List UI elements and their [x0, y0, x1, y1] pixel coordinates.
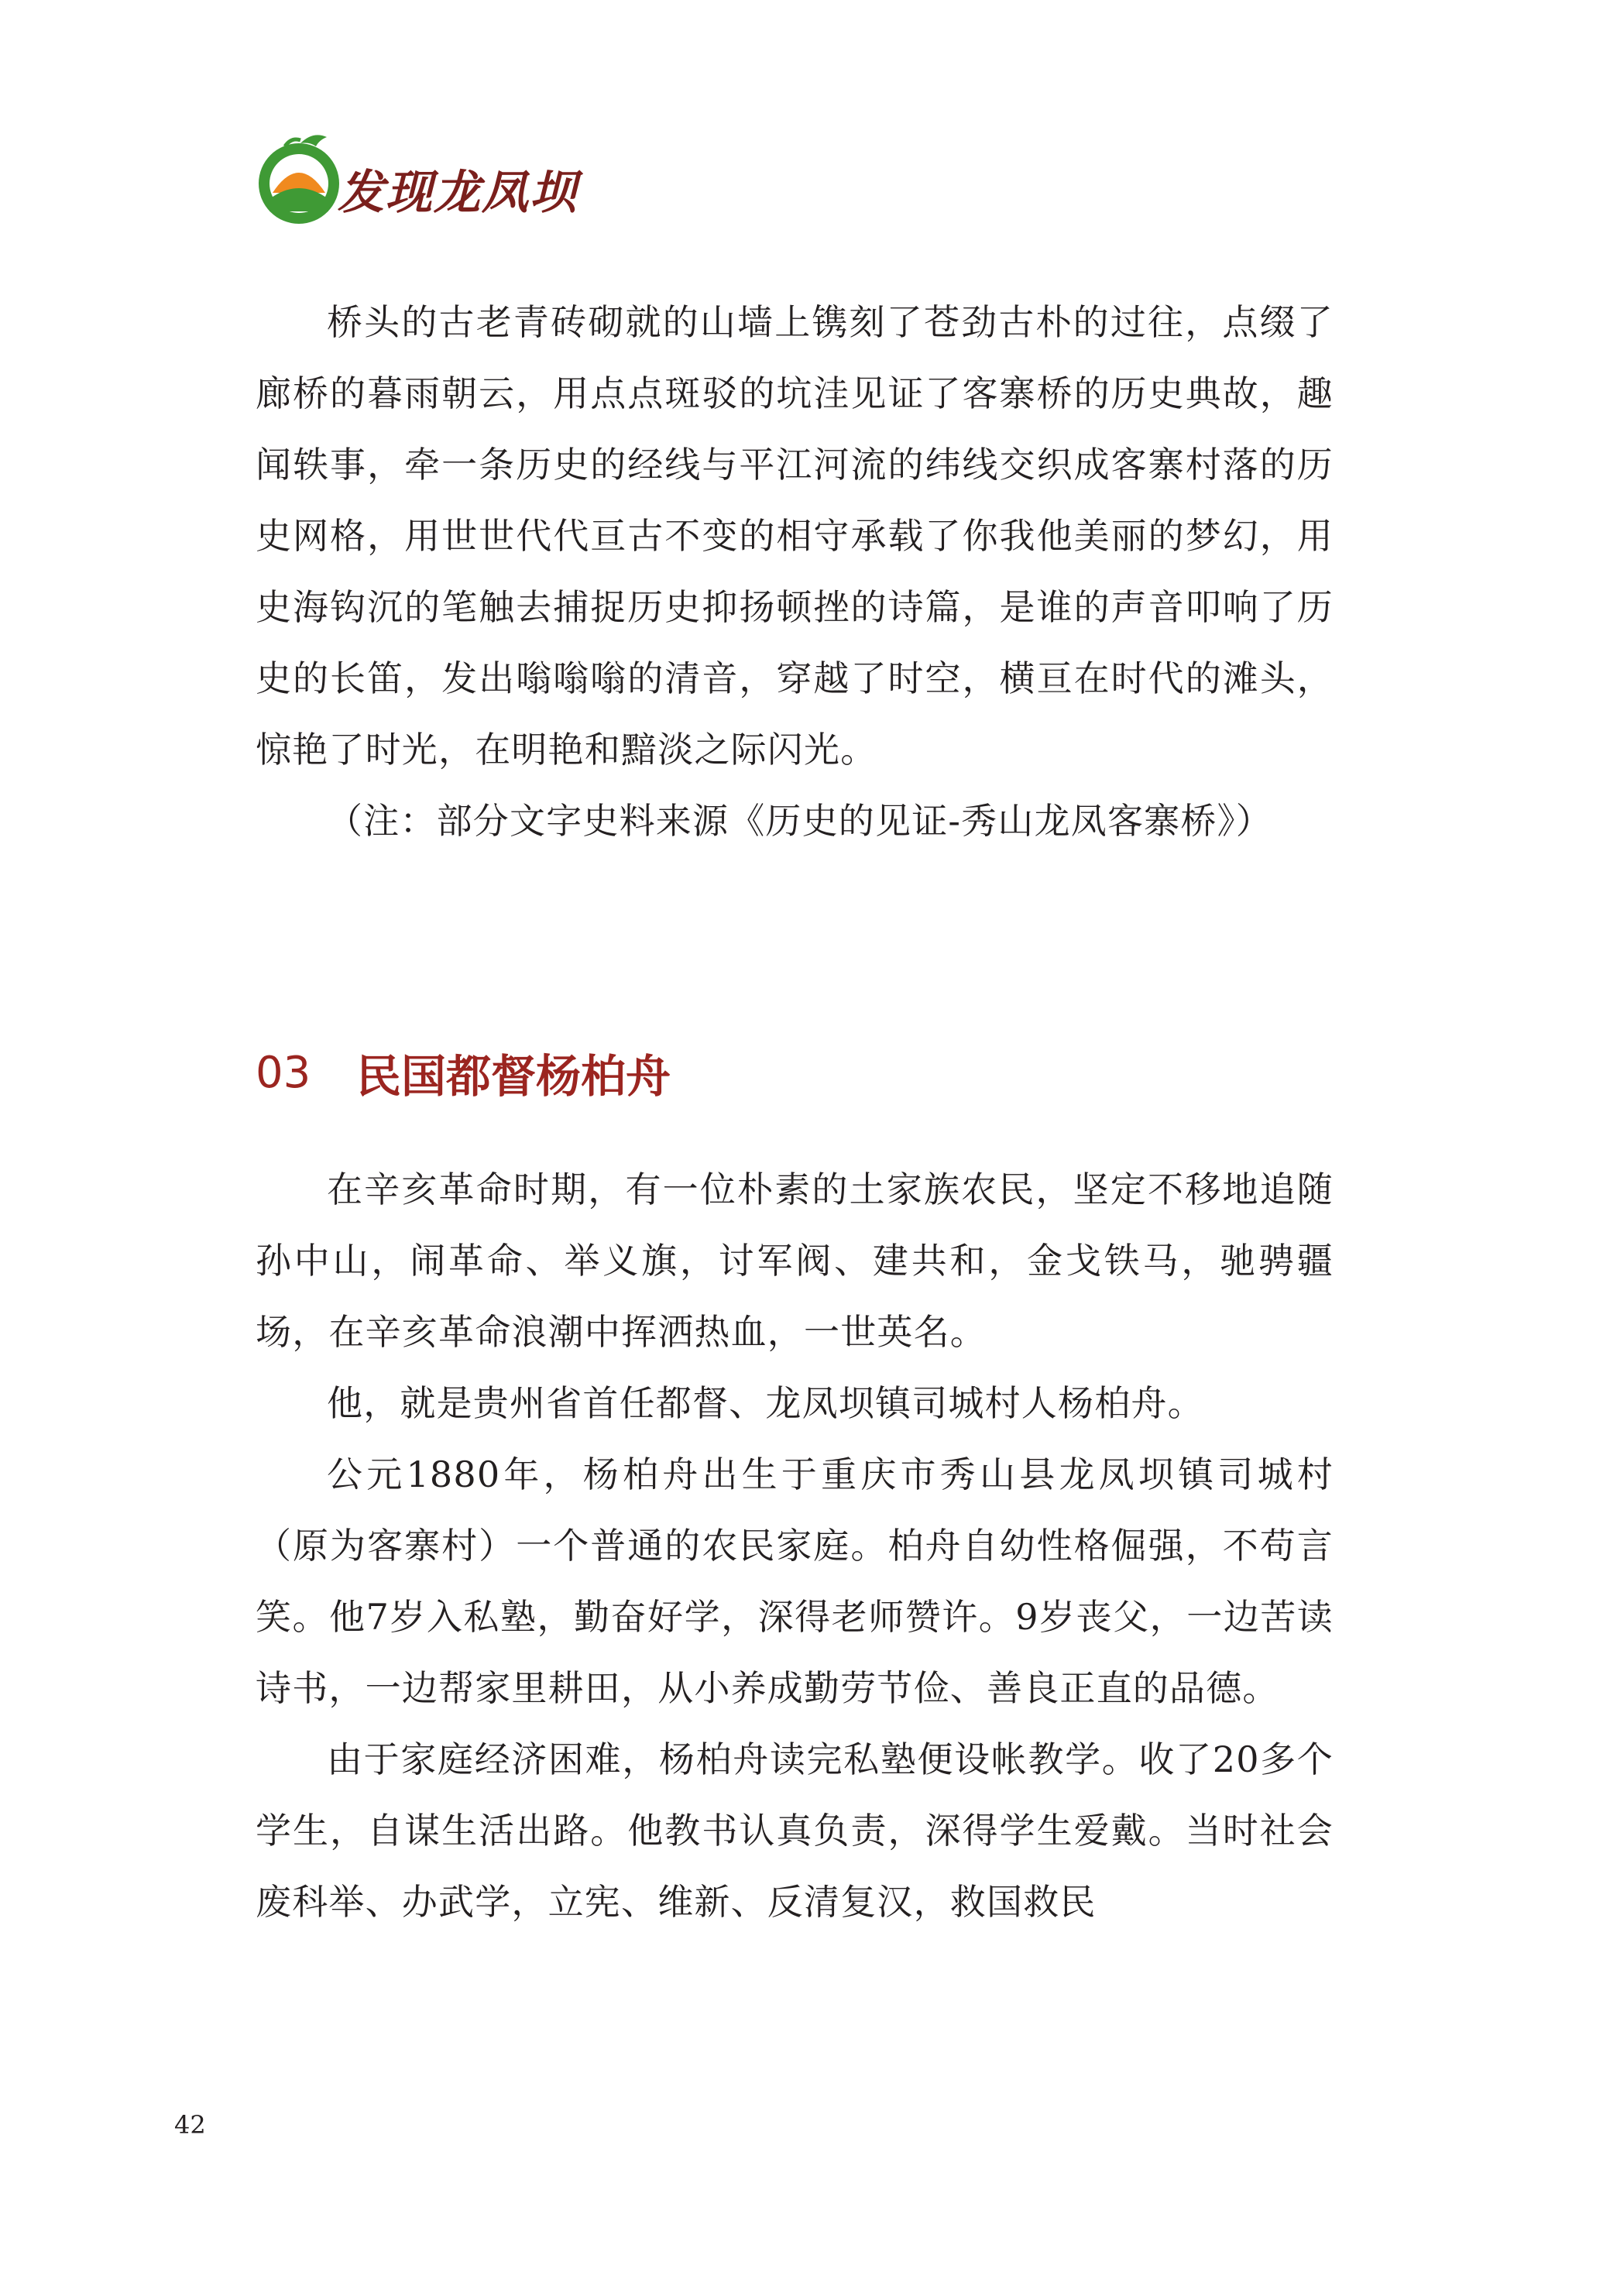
section-title: 民国都督杨柏舟: [356, 1050, 671, 1103]
paragraph: 在辛亥革命时期，有一位朴素的土家族农民，坚定不移地追随孙中山，闹革命、举义旗，讨军阀、建共和，金戈铁马，驰骋疆场，在辛亥革命浪潮中挥洒热血，一世英名。: [256, 1169, 1334, 1353]
page-number: 42: [174, 2110, 206, 2140]
logo-text: 发现龙凤坝: [338, 166, 578, 220]
paragraph-block-1: [256, 287, 1334, 856]
section-heading: [256, 1038, 671, 1107]
logo: [254, 126, 610, 235]
section-number: 03: [256, 1047, 311, 1098]
paragraph: 桥头的古老青砖砌就的山墙上镌刻了苍劲古朴的过往，点缀了廊桥的暮雨朝云，用点点斑驳的坑洼见证了客寨桥的历史典故，趣闻轶事，牵一条历史的经线与平江河流的纬线交织成客寨村落的历史网格，用世世代代亘古不变的相守承载了你我他美丽的梦幻，用史海钩沉的笔触去捕捉历史抑扬顿挫的诗篇，是谁的声音叩响了历史的长笛，发出嗡嗡嗡的清音，穿越了时空，横亘在时代的滩头，惊艳了时光，在明艳和黯淡之际闪光。: [256, 301, 1334, 770]
paragraph-block-2: [256, 1154, 1334, 1937]
source-note: （注：部分文字史料来源《历史的见证-秀山龙凤客寨桥》）: [327, 800, 1272, 842]
paragraph: 公元1880年，杨柏舟出生于重庆市秀山县龙凤坝镇司城村（原为客寨村）一个普通的农民家庭。柏舟自幼性格倔强，不苟言笑。他7岁入私塾，勤奋好学，深得老师赞许。9岁丧父，一边苦读诗书，一边帮家里耕田，从小养成勤劳节俭、善良正直的品德。: [256, 1453, 1334, 1709]
paragraph: 他，就是贵州省首任都督、龙凤坝镇司城村人杨柏舟。: [327, 1382, 1204, 1424]
paragraph: 由于家庭经济困难，杨柏舟读完私塾便设帐教学。收了20多个学生，自谋生活出路。他教书认真负责，深得学生爱戴。当时社会废科举、办武学，立宪、维新、反清复汉，救国救民: [256, 1738, 1334, 1923]
